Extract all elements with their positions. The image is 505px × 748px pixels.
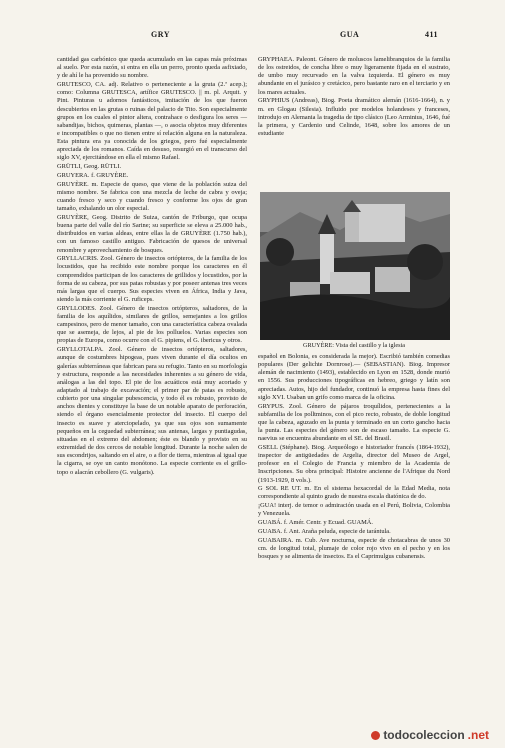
right-column-top [258, 56, 450, 139]
left-column [57, 56, 247, 477]
entry: GUABA. f. Ant. Araña peluda, especie de tarántula. [258, 527, 391, 535]
page-number: 411 [425, 30, 439, 39]
photo-caption: GRUYÈRE: Vista del castillo y la iglesia [303, 342, 405, 349]
right-column-bottom [258, 353, 450, 562]
entry: GRÜTLI, Geog. RÜTLI. [57, 163, 122, 171]
entry: cantidad gas carbónico que queda acumulado en las capas más próximas al suelo. Por esta razón, si entra en ella un perro, pronto queda asfixiado, y de ahí le ha provenido su nombre. [57, 56, 247, 80]
entry: GRYPHAEA. Paleont. Género de moluscos lamelibranquios de la familia de los ostreidos, de concha libre o muy ligeramente fijada en el sustrato, de umbo muy recurvado en la valva izquierda. El género es muy abundante en el jurásico y cretácico, pero bastante raro en el terciario y en los mares actuales. [258, 56, 450, 96]
header-right-guide: GUA [340, 30, 360, 39]
entry: GRYLLACRIS. Zool. Género de insectos ortópteros, de la familia de los locustidos, que ha recibido este nombre porque los caracteres en él comprendidos participan de los caracteres de grillidos y locustidos, por la forma de su cabeza, por sus patas robustas y por poseer antenas tres veces más largas que el cuerpo. Sus especies viven en África, India y Java, siendo la más corriente el G. ruficeps. [57, 255, 247, 304]
entry: GRYPUS. Zool. Género de pájaros troquílidos, pertenecientes a la subfamilia de los polltminos, con el pico recto, robusto, de doble longitud que la cabeza, aguzado en la punta y terminado en un corto gancho hacia la punta. Las especies del género son de escaso tamaño. La especie G. naevius se encuentra abundante en el SE. del Brasil. [258, 402, 450, 443]
watermark [371, 728, 489, 742]
watermark-domain: .net [467, 728, 489, 742]
watermark-brand: todocoleccion [383, 728, 465, 742]
entry: GRYLLOTALPA. Zool. Género de insectos ortópteros, saltadores, aunque de costumbres hipogeas, pues viven durante el día ocultos en galerías subterráneas que fabrican para su refugio. Tanto en su morfología y estructura, responde a las necesidades inherentes a su género de vida, análogas a las del topo. El pie de los acuáticos está muy acortado y adaptado al trabajo de excavación; el primer par de patas es robusto, cubierto por una singular pubescencia, y todo él es robusto, provisto de anchos dientes y constituye la base de un notable aparato de perforación, siendo el órgano esencialmente protector del insecto. El cuerpo del insecto es suave y aterciopelado, ya que sus ojos son sumamente pequeños en la ceguedad subterránea; sus antenas, largas y puntiagudas, situadas en el extremo del abdomen; éste es blando y provisto en su extremidad de dos cercos de notable longitud. Durante la noche salen de sus escondrijos, saltando en el aire, o a flor de tierra, mientras al igual que la cigarra, se oye un canto monótono. La especie corriente es el grillo-topo o alacrán cebollero (G. vulgaris). [57, 346, 247, 476]
entry: GRYLLODES. Zool. Género de insectos ortópteros, saltadores, de la familia de los aquílidos, similares de grillos, semejantes a los grillos campesinos, pero de menor tamaño, con una característica cabeza ovalada que se asemeja, de lejos, al pie de los polluelos. Varias especies son propias de Europa, como ocurre con el G. pipiens, el G. ibericus y otros. [57, 304, 247, 345]
entry: GRYPHIUS (Andreas), Biog. Poeta dramático alemán (1616-1664), n. y m. en Glogau (Silesia). Influido por modelos holandeses y franceses, introdujo en Alemania la tragedia de tipo clásico (Leo Arminius, 1646, fué la primera, y Cardenio und Celinde, 1648, sobre los amores de un estudiante [258, 97, 450, 137]
entry: GRUYERA. f. GRUYÈRE. [57, 171, 129, 179]
castle-village-image [260, 192, 450, 340]
entry: GUABAIRA. m. Cub. Ave nocturna, especie de chotacabras de unos 30 cm. de longitud total, plumaje de color rojo vivo en el pecho y en los bosques y se alimenta de insectos. Es el Caprimulgus cubanensis. [258, 536, 450, 560]
entry: GSELL (Stéphane). Biog. Arqueólogo e historiador francés (1864-1932), inspector de antigüedades de Argelia, director del Museo de Argel, profesor en el Colegio de Francia y miembro de la Academia de Inscripciones. Su obra principal: Histoire ancienne de l'Afrique du Nord (1913-1929, 8 vols.). [258, 443, 450, 484]
page-header [0, 30, 505, 44]
brand-dot-icon [371, 731, 380, 740]
entry: español en Bolonia, es considerada la mejor). Escribió también comedias populares (Der gelichte Dornrose).— (SEBASTIAN). Biog. Impresor alemán de nacimiento (1493), establecido en Lyon en 1528, donde murió en 1556. Sus producciones tipográficas en hebreo, griego y latín son apreciadas. Autos, hijo del fundador, continuó la empresa hasta fines del siglo XVI. Usaban un grifo como marca de la oficina. [258, 353, 450, 401]
castle-photograph [260, 192, 450, 340]
entry: ¡GUA! interj. de temor o admiración usada en el Perú, Bolivia, Colombia y Venezuela. [258, 502, 450, 518]
entry: GUABÁ. f. Amér. Centr. y Ecuad. GUAMÁ. [258, 519, 374, 527]
entry: GRUYÈRE. m. Especie de queso, que viene de la población suiza del mismo nombre. Se fabrica con una mezcla de leche de cabra y oveja; cuando fresco y seco y cuando fresco y conforme los ojos de gran tamaño, exhalando un olor especial. [57, 180, 247, 213]
header-left-guide: GRY [151, 30, 170, 39]
entry: GRUTESCO, CA. adj. Relativo o perteneciente a la gruta (2.ª acep.); como: Columna GRUTESCA, artífice GRUTESCO. || m. pl. Arquit. y Pint. Pinturas u adornos fantásticos, imitación de los que fueron descubiertos en las grutas o ruinas del palacio de Tito. Son especialmente grupos en los cuales el pintor altera, contrahace o desfigura los seres — sabandijas, bichos, quimeras, plantas —, o asocia objetos muy diferentes e incompatibles o que no tienen entre sí relación alguna en la naturaleza. Esta pintura era ya conocida de los griegos, pero fué especialmente apreciada de los romanos. Caída en desuso, resurgió en el transcurso del siglo XV, ejercitándose en ella el mismo Rafael. [57, 81, 247, 162]
entry: G SOL RE UT. m. En el sistema hexacordal de la Edad Media, nota correspondiente al quinto grado de nuestra escala diatónica de do. [258, 485, 450, 501]
entry: GRUYÈRE, Geog. Distrito de Suiza, cantón de Friburgo, que ocupa buena parte del valle del río Sarine; su superficie se eleva a 25.000 hab., distribuidos en varias aldeas, entre ellas la de GRUYÈRE (1.750 hab.), con un famoso castillo antiguo. Fabricación de quesos de universal renombre y aprovechamiento de bosques. [57, 213, 247, 254]
